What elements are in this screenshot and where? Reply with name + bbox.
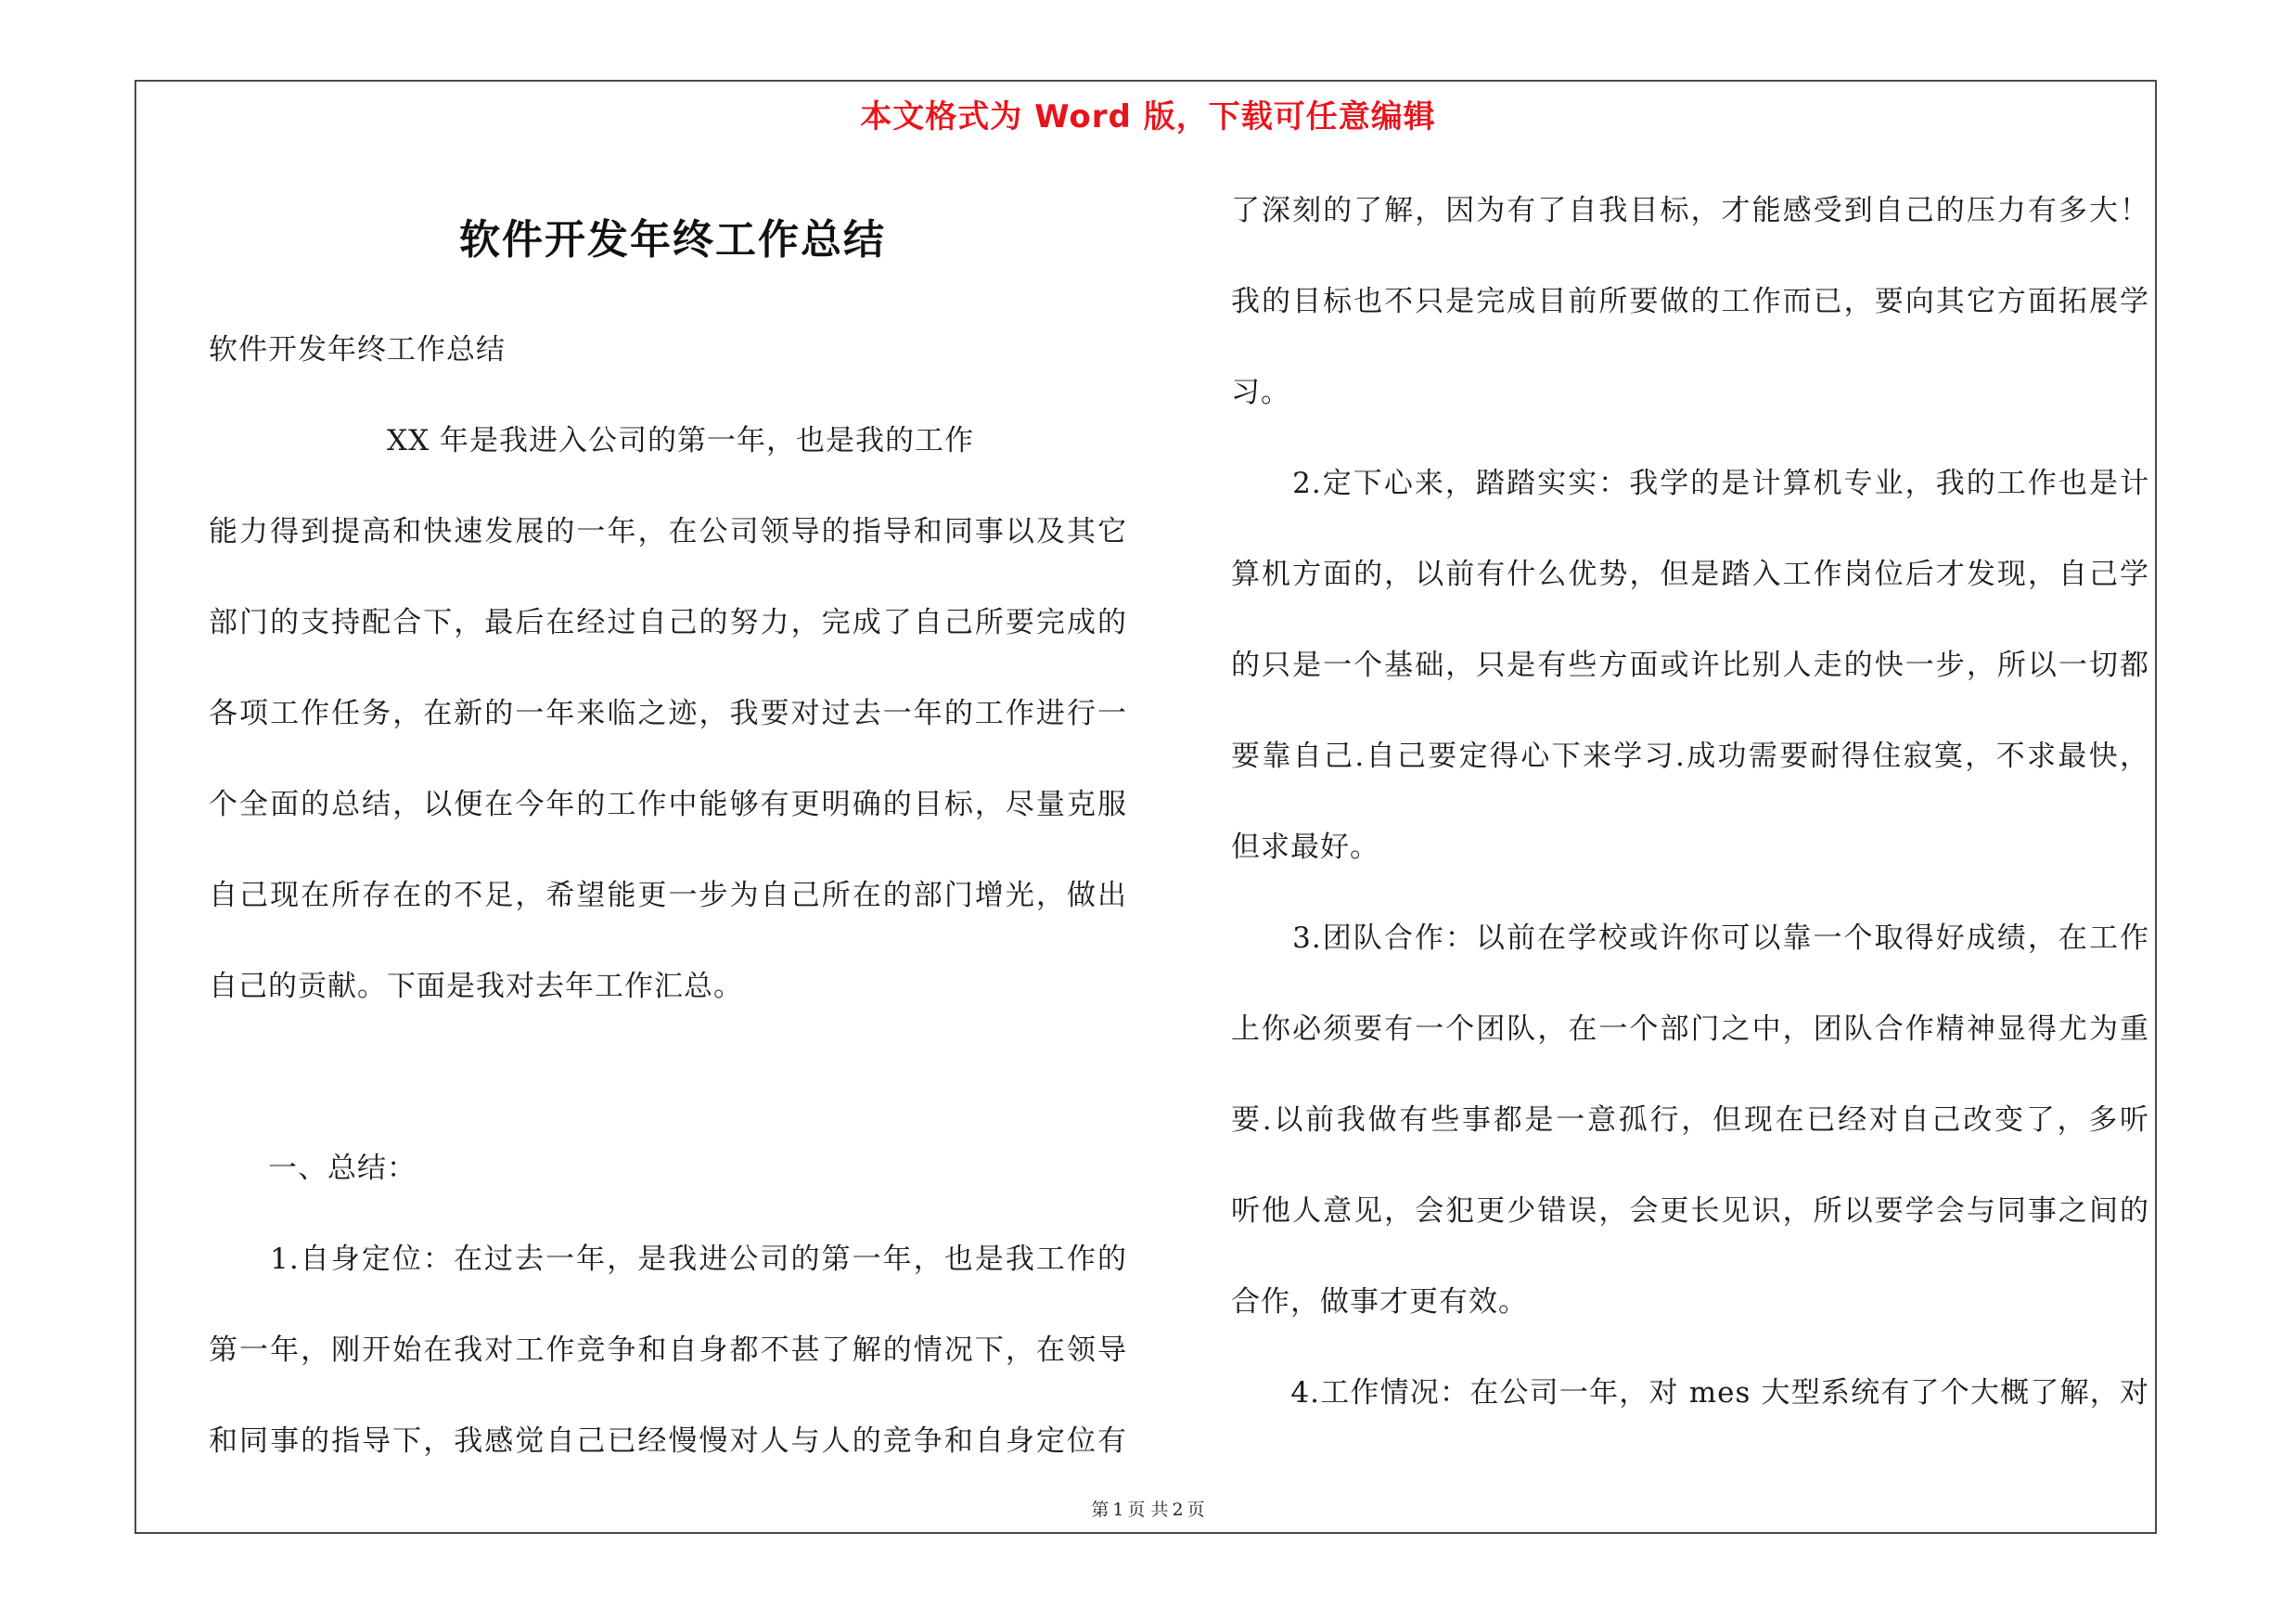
document-title: 软件开发年终工作总结 <box>459 216 886 264</box>
paragraph-line: 自己现在所存在的不足，希望能更一步为自己所在的部门增光，做出 <box>209 879 1127 912</box>
paragraph-line: 但求最好。 <box>1231 831 1379 864</box>
paragraph-line: 要.以前我做有些事都是一意孤行，但现在已经对自己改变了，多听 <box>1231 1103 2149 1137</box>
paragraph-line: 合作，做事才更有效。 <box>1231 1285 1528 1319</box>
paragraph-line: 算机方面的，以前有什么优势，但是踏入工作岗位后才发现，自己学 <box>1231 558 2149 591</box>
paragraph-line: 能力得到提高和快速发展的一年，在公司领导的指导和同事以及其它 <box>209 515 1127 548</box>
subtitle-line: 软件开发年终工作总结 <box>209 333 506 367</box>
paragraph-line: 2.定下心来，踏踏实实：我学的是计算机专业，我的工作也是计 <box>1231 467 2149 500</box>
paragraph-line: 4.工作情况：在公司一年，对 mes 大型系统有了个大概了解，对 <box>1231 1376 2149 1410</box>
paragraph-line: 3.团队合作：以前在学校或许你可以靠一个取得好成绩，在工作 <box>1231 921 2149 955</box>
paragraph-line: XX 年是我进入公司的第一年，也是我的工作 <box>209 424 974 457</box>
paragraph-line: 要靠自己.自己要定得心下来学习.成功需要耐得住寂寞，不求最快， <box>1231 740 2149 773</box>
paragraph-line: 各项工作任务，在新的一年来临之迹，我要对过去一年的工作进行一 <box>209 697 1127 730</box>
paragraph-line: 第一年，刚开始在我对工作竞争和自身都不甚了解的情况下，在领导 <box>209 1333 1127 1367</box>
paragraph-line: 上你必须要有一个团队，在一个部门之中，团队合作精神显得尤为重 <box>1231 1012 2149 1046</box>
footer-prefix: 第 <box>1091 1500 1110 1520</box>
page-number-footer <box>0 1496 2296 1521</box>
total-page-number: 2 <box>1172 1500 1184 1520</box>
current-page-number: 1 <box>1112 1500 1124 1520</box>
footer-middle: 页 共 <box>1127 1500 1169 1520</box>
paragraph-line: 部门的支持配合下，最后在经过自己的努力，完成了自己所要完成的 <box>209 606 1127 639</box>
paragraph-line: 听他人意见，会犯更少错误，会更长见识，所以要学会与同事之间的 <box>1231 1194 2149 1228</box>
paragraph-line: 个全面的总结，以便在今年的工作中能够有更明确的目标，尽量克服 <box>209 788 1127 821</box>
paragraph-line: 1.自身定位：在过去一年，是我进公司的第一年，也是我工作的 <box>209 1243 1127 1276</box>
section-heading: 一、总结： <box>209 1152 417 1185</box>
paragraph-line: 习。 <box>1231 376 1290 409</box>
word-format-banner: 本文格式为 Word 版，下载可任意编辑 <box>860 98 1436 135</box>
footer-suffix: 页 <box>1186 1500 1205 1520</box>
paragraph-line: 的只是一个基础，只是有些方面或许比别人走的快一步，所以一切都 <box>1231 649 2149 682</box>
paragraph-line: 和同事的指导下，我感觉自己已经慢慢对人与人的竞争和自身定位有 <box>209 1424 1127 1458</box>
paragraph-line: 了深刻的了解，因为有了自我目标，才能感受到自己的压力有多大！ <box>1231 194 2149 227</box>
paragraph-line: 自己的贡献。下面是我对去年工作汇总。 <box>209 970 743 1003</box>
paragraph-line: 我的目标也不只是完成目前所要做的工作而已，要向其它方面拓展学 <box>1231 285 2149 318</box>
